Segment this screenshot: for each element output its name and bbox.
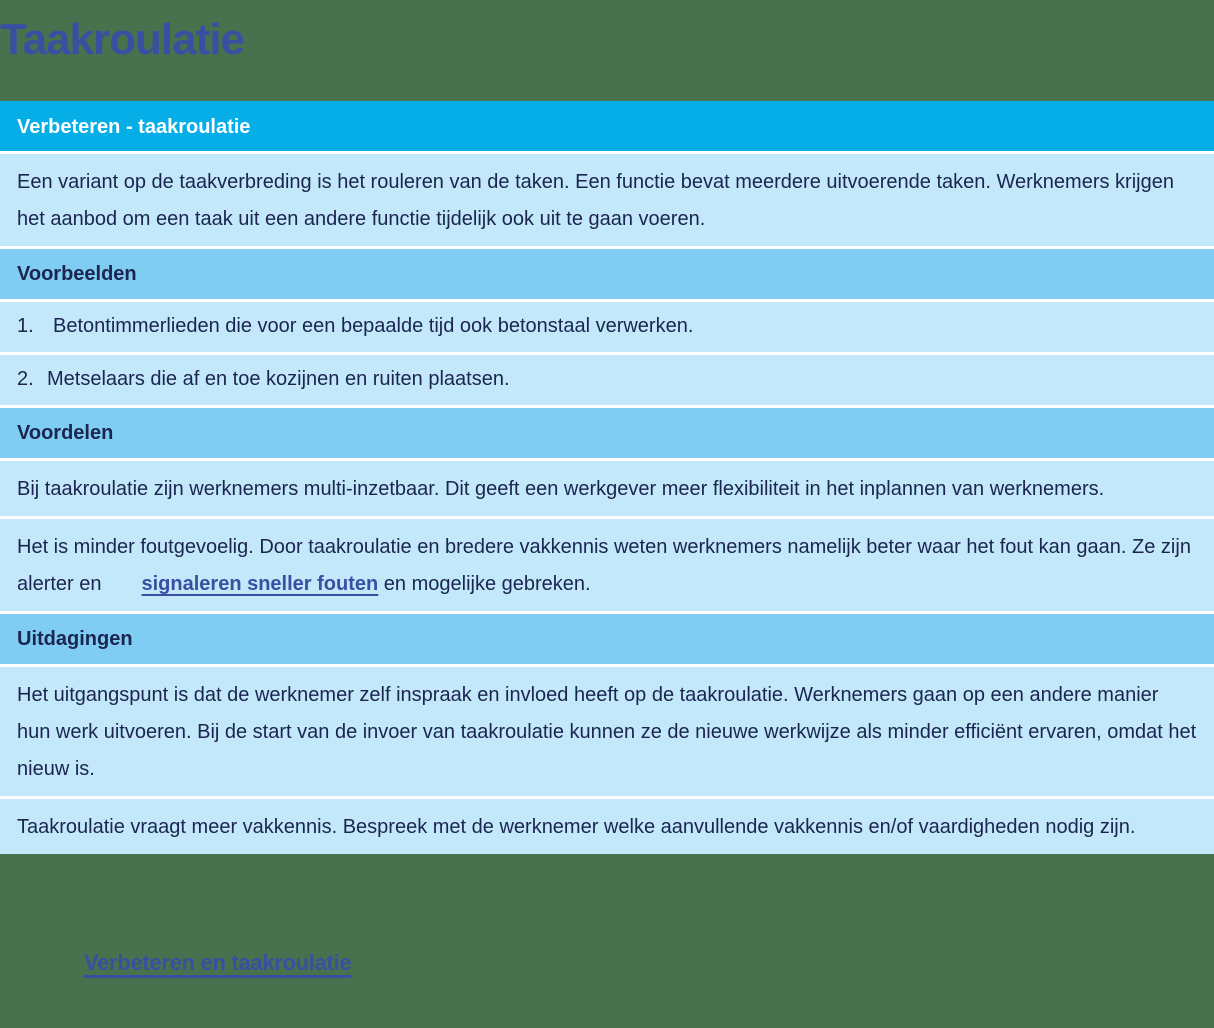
page-title: Taakroulatie xyxy=(0,15,244,64)
challenge-paragraph: Taakroulatie vraagt meer vakkennis. Bespreek met de werknemer welke aanvullende vakkennis en/of vaardigheden nodig zijn. xyxy=(0,799,1214,854)
advantage-paragraph xyxy=(0,519,1214,614)
list-number: 1. xyxy=(17,315,34,337)
section-header-challenges: Uitdagingen xyxy=(0,614,1214,667)
challenge-paragraph: Het uitgangspunt is dat de werknemer zelf inspraak en invloed heeft op de taakroulatie. Werknemers gaan op een andere manier hun werk uitvoeren. Bij de start van de invoer van taakroulatie kunnen ze de nieuwe werkwijze als minder efficiënt ervaren, omdat het nieuw is. xyxy=(0,667,1214,799)
advantage-paragraph: Bij taakroulatie zijn werknemers multi-inzetbaar. Dit geeft een werkgever meer flexibiliteit in het inplannen van werknemers. xyxy=(0,461,1214,519)
content-table xyxy=(0,101,1214,854)
intro-row: Een variant op de taakverbreding is het rouleren van de taken. Een functie bevat meerdere uitvoerende taken. Werknemers krijgen het aanbod om een taak uit een andere functie tijdelijk ook uit te gaan voeren. xyxy=(0,154,1214,249)
section-header-advantages: Voordelen xyxy=(0,408,1214,461)
list-item-text: Betontimmerlieden die voor een bepaalde tijd ook betonstaal verwerken. xyxy=(53,315,694,337)
table-header: Verbeteren - taakroulatie xyxy=(0,101,1214,154)
list-number: 2. xyxy=(17,368,34,390)
paragraph-text: en mogelijke gebreken. xyxy=(378,573,591,595)
example-item xyxy=(0,302,1214,355)
signal-errors-link[interactable]: signaleren sneller fouten xyxy=(141,573,379,595)
list-item-text: Metselaars die af en toe kozijnen en ruiten plaatsen. xyxy=(47,368,510,390)
paragraph-text: Het is minder foutgevoelig. Door taakroulatie en bredere vakkennis weten werknemers namelijk beter waar het fout kan gaan. Ze zijn alerter en xyxy=(17,536,1191,595)
footer-link-verbeteren[interactable]: Verbeteren en taakroulatie xyxy=(84,950,352,975)
example-item xyxy=(0,355,1214,408)
section-header-examples: Voorbeelden xyxy=(0,249,1214,302)
